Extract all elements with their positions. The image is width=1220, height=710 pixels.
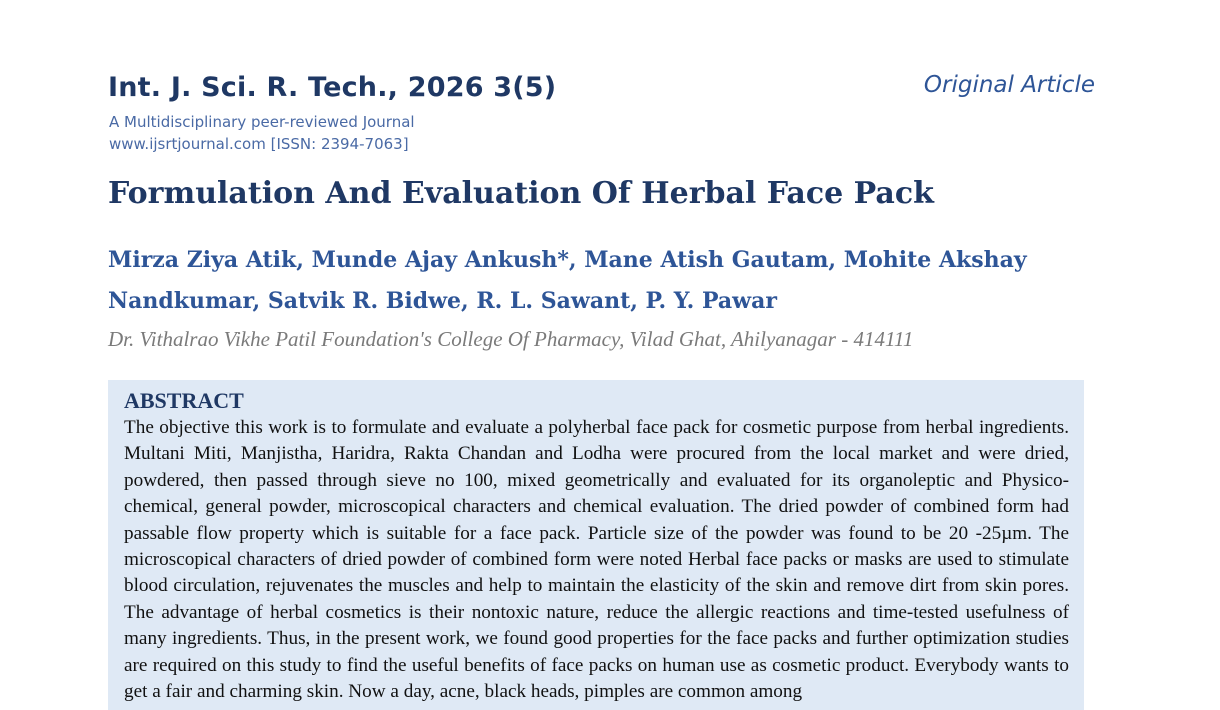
article-type-label: Original Article: [923, 72, 1095, 98]
author-list: Mirza Ziya Atik, Munde Ajay Ankush*, Mane Atish Gautam, Mohite Akshay Nandkumar, Satvik R. Bidwe, R. L. Sawant, P. Y. Pawar: [108, 247, 1027, 314]
journal-website[interactable]: www.ijsrtjournal.com [ISSN: 2394-7063]: [109, 135, 409, 153]
journal-description: A Multidisciplinary peer-reviewed Journal: [109, 113, 415, 131]
affiliation: Dr. Vithalrao Vikhe Patil Foundation's College Of Pharmacy, Vilad Ghat, Ahilyanagar - 414111: [108, 327, 914, 351]
abstract-section: [108, 380, 1084, 710]
paper-title: Formulation And Evaluation Of Herbal Face Pack: [108, 176, 934, 211]
journal-citation: Int. J. Sci. R. Tech., 2026 3(5): [108, 72, 557, 103]
abstract-text: The objective this work is to formulate and evaluate a polyherbal face pack for cosmetic purpose from herbal ingredients. Multani Miti, Manjistha, Haridra, Rakta Chandan and Lodha were procured from the local market and were dried, powdered, then passed through sieve no 100, mixed geometrically and evaluated for its organoleptic and Physico-chemical, general powder, microscopical characters and chemical evaluation. The dried powder of combined form had passable flow property which is suitable for a face pack. Particle size of the powder was found to be 20 -25µm. The microscopical characters of dried powder of combined form were noted Herbal face packs or masks are used to stimulate blood circulation, rejuvenates the muscles and help to maintain the elasticity of the skin and remove dirt from skin pores. The advantage of herbal cosmetics is their nontoxic nature, reduce the allergic reactions and time-tested usefulness of many ingredients. Thus, in the present work, we found good properties for the face packs and further optimization studies are required on this study to find the useful benefits of face packs on human use as cosmetic product. Everybody wants to get a fair and charming skin. Now a day, acne, black heads, pimples are common among: [124, 417, 1069, 703]
abstract-heading: ABSTRACT: [124, 388, 244, 413]
